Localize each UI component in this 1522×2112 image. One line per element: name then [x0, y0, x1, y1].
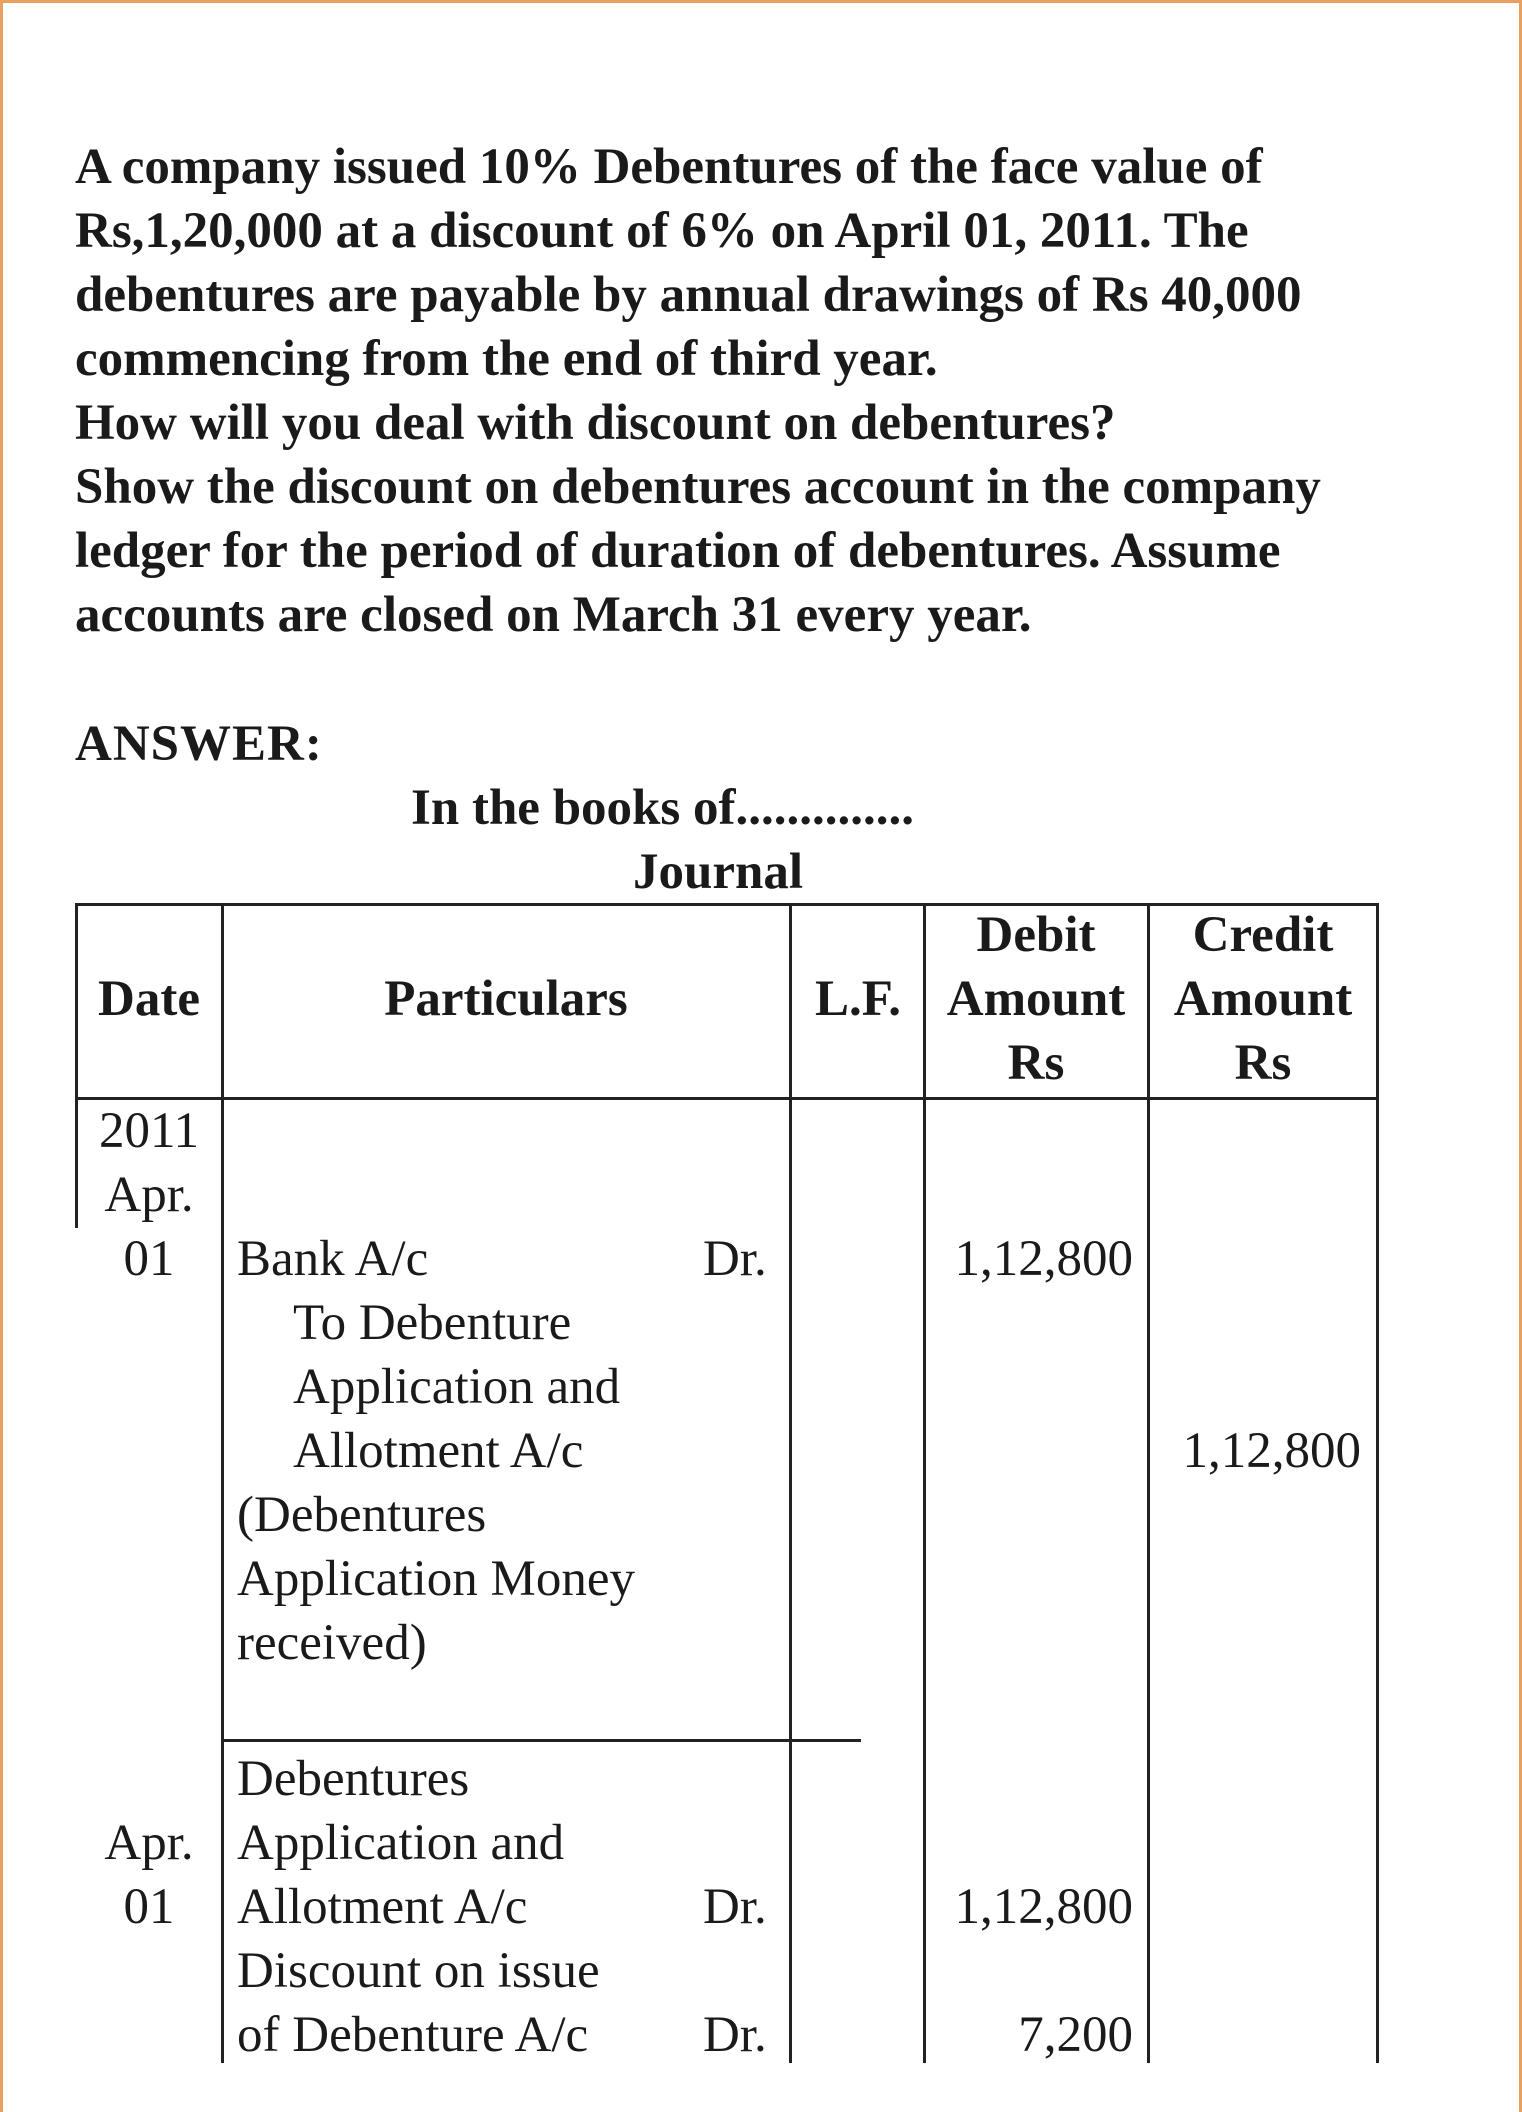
credit-account-line: Application and	[293, 1359, 621, 1415]
credit-account-line: To Debenture	[293, 1295, 572, 1351]
account-line: Application and	[237, 1815, 565, 1871]
question-line: How will you deal with discount on debentures?	[75, 395, 1116, 451]
account-line: of Debenture A/c	[237, 2007, 589, 2063]
header-credit-line: Rs	[1234, 1035, 1292, 1091]
account-line: Discount on issue	[237, 1943, 600, 1999]
date-month: Apr.	[104, 1815, 194, 1871]
header-debit-line: Debit	[976, 907, 1096, 963]
question-line: accounts are closed on March 31 every year.	[75, 587, 1032, 643]
header-bottom-border	[75, 1097, 1379, 1100]
entry2-date	[75, 1811, 223, 1939]
account-line: Allotment A/c	[237, 1879, 528, 1935]
entry2-debit-amount: 1,12,800	[954, 1879, 1133, 1935]
question-line: commencing from the end of third year.	[75, 331, 938, 387]
header-credit-amount	[1149, 903, 1377, 1095]
question-line: Rs,1,20,000 at a discount of 6% on April 01, 2011. The	[75, 203, 1249, 259]
credit-account-line: Allotment A/c	[293, 1423, 584, 1479]
question-line: ledger for the period of duration of debentures. Assume	[75, 523, 1281, 579]
header-particulars: Particulars	[384, 971, 628, 1027]
header-credit-line: Credit	[1192, 907, 1334, 963]
narration-line: (Debentures	[237, 1487, 487, 1543]
journal-table	[75, 903, 1379, 2063]
entry2-dr-label: Dr.	[703, 1879, 767, 1935]
entry2-discount-account	[237, 1939, 600, 2067]
entry1-debit-account: Bank A/c	[237, 1231, 429, 1287]
header-debit-amount	[925, 903, 1147, 1095]
header-debit-line: Amount	[946, 971, 1126, 1027]
date-day: 01	[123, 1879, 175, 1935]
header-credit-line: Amount	[1173, 971, 1353, 1027]
date-year: 2011	[98, 1103, 200, 1159]
question-line: Show the discount on debentures account in the company	[75, 459, 1321, 515]
entry1-date	[75, 1099, 223, 1291]
header-debit-line: Rs	[1007, 1035, 1065, 1091]
entry1-dr-label: Dr.	[703, 1231, 767, 1287]
answer-label: ANSWER:	[75, 716, 323, 772]
journal-title: Journal	[633, 844, 804, 900]
question-line: debentures are payable by annual drawings of Rs 40,000	[75, 267, 1302, 323]
narration-line: Application Money	[237, 1551, 636, 1607]
entry2-discount-dr-label: Dr.	[703, 2007, 767, 2063]
date-month: Apr.	[104, 1167, 194, 1223]
header-lf: L.F.	[815, 971, 901, 1027]
books-of-heading: In the books of..............	[411, 780, 915, 836]
entry1-credit-amount: 1,12,800	[1182, 1423, 1361, 1479]
account-line: Debentures	[237, 1751, 470, 1807]
question-line: A company issued 10% Debentures of the face value of	[75, 139, 1263, 195]
entry2-debit-account	[237, 1747, 564, 1939]
entry-separator	[223, 1739, 861, 1742]
entry1-credit-account	[293, 1291, 620, 1483]
col-divider-particulars	[789, 903, 792, 2063]
narration-line: received)	[237, 1615, 427, 1671]
date-day: 01	[123, 1231, 175, 1287]
question-text	[75, 135, 1465, 647]
entry1-debit-amount: 1,12,800	[954, 1231, 1133, 1287]
header-date: Date	[98, 971, 200, 1027]
entry1-narration	[237, 1483, 635, 1675]
entry2-discount-amount: 7,200	[1018, 2007, 1133, 2063]
